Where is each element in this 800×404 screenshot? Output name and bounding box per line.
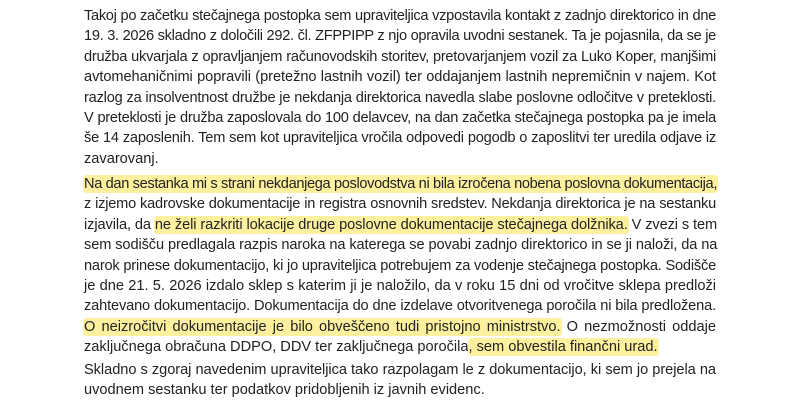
text-segment: zaključnega obračuna DDPO, DDV ter zaključnega poročila <box>84 339 469 356</box>
text-segment: V zvezi s tem <box>627 216 718 233</box>
text-line: V preteklosti je družba zaposlovala do 100 delavcev, na dan začetka stečajnega postopka pa je imela <box>84 109 716 126</box>
text-line <box>84 337 716 357</box>
text-line: z izjemo kadrovske dokumentacije in registra osnovnih sredstev. Nekdanja direktorica je na sestanku <box>84 196 716 213</box>
highlighted-text: O neizročitvi dokumentacije je bilo obveščeno tudi pristojno ministrstvo. <box>84 318 561 335</box>
text-line: Skladno s zgoraj navedenim upraviteljica tako razpolagam le z dokumentacijo, ki sem jo prejela na <box>84 362 716 378</box>
text-line: uvodnem sestanku ter podatkov pridobljenih iz javnih evidenc. <box>84 382 485 399</box>
text-line: Takoj po začetku stečajnega postopka sem upraviteljica vzpostavila kontakt z zadnjo direktorico in dne <box>84 8 716 24</box>
text-line: sem sodišču predlagala razpis naroka na katerega se povabi zadnjo direktorico in se ji naloži, da na <box>84 237 718 254</box>
highlighted-text: ne želi razkriti lokacije druge poslovne dokumentacije stečajnega dolžnika. <box>154 216 628 233</box>
paragraph-summary <box>84 360 716 401</box>
text-line: narok prinese dokumentacijo, ki jo upraviteljica potrebujem za vodenje stečajnega postopka. Sodišče <box>84 257 716 274</box>
text-segment: izjavila, da <box>84 216 155 233</box>
text-segment: O nezmožnosti oddaje <box>560 318 717 335</box>
text-line: razlog za insolventnost družbe je nekdanja direktorica navedla slabe poslovne odločitve v preteklosti. <box>84 89 716 106</box>
highlighted-text: Na dan sestanka mi s strani nekdanjega poslovodstva ni bila izročena nobena poslovna dokumentacija, <box>84 176 718 192</box>
text-line: 19. 3. 2026 skladno z določili 292. čl. ZFPPIPP z njo opravila uvodni sestanek. Ta je pojasnila, da se je <box>84 28 716 45</box>
text-line <box>84 174 716 194</box>
text-line <box>84 317 716 337</box>
text-line: avtomehaničnimi popravili (pretežno lastnih vozil) ter oddajanjem lastnih nepremičnin v najem. Kot <box>84 69 716 86</box>
text-line: družba ukvarjala z opravljanjem računovodskih storitev, pretovarjanjem vozil za Luko Koper, manjšimi <box>84 48 716 65</box>
text-line: še 14 zaposlenih. Tem sem kot upraviteljica vročila odpovedi pogodb o zaposlitvi ter uredila odjave iz <box>84 130 716 147</box>
paragraph-documentation <box>84 174 716 358</box>
text-line: zahtevano dokumentacijo. Dokumentacija do dne izdelave otvoritvenega poročila ni bila predložena. <box>84 298 716 315</box>
paragraph-initial-meeting <box>84 6 716 169</box>
text-line <box>84 215 716 235</box>
highlighted-text: , sem obvestila finančni urad. <box>468 339 658 356</box>
text-line: je dne 21. 5. 2026 izdalo sklep s katerim ji je naložilo, da v roku 15 dni od vročitve sklepa predloži <box>84 277 716 294</box>
text-line: zavarovanj. <box>84 150 159 167</box>
